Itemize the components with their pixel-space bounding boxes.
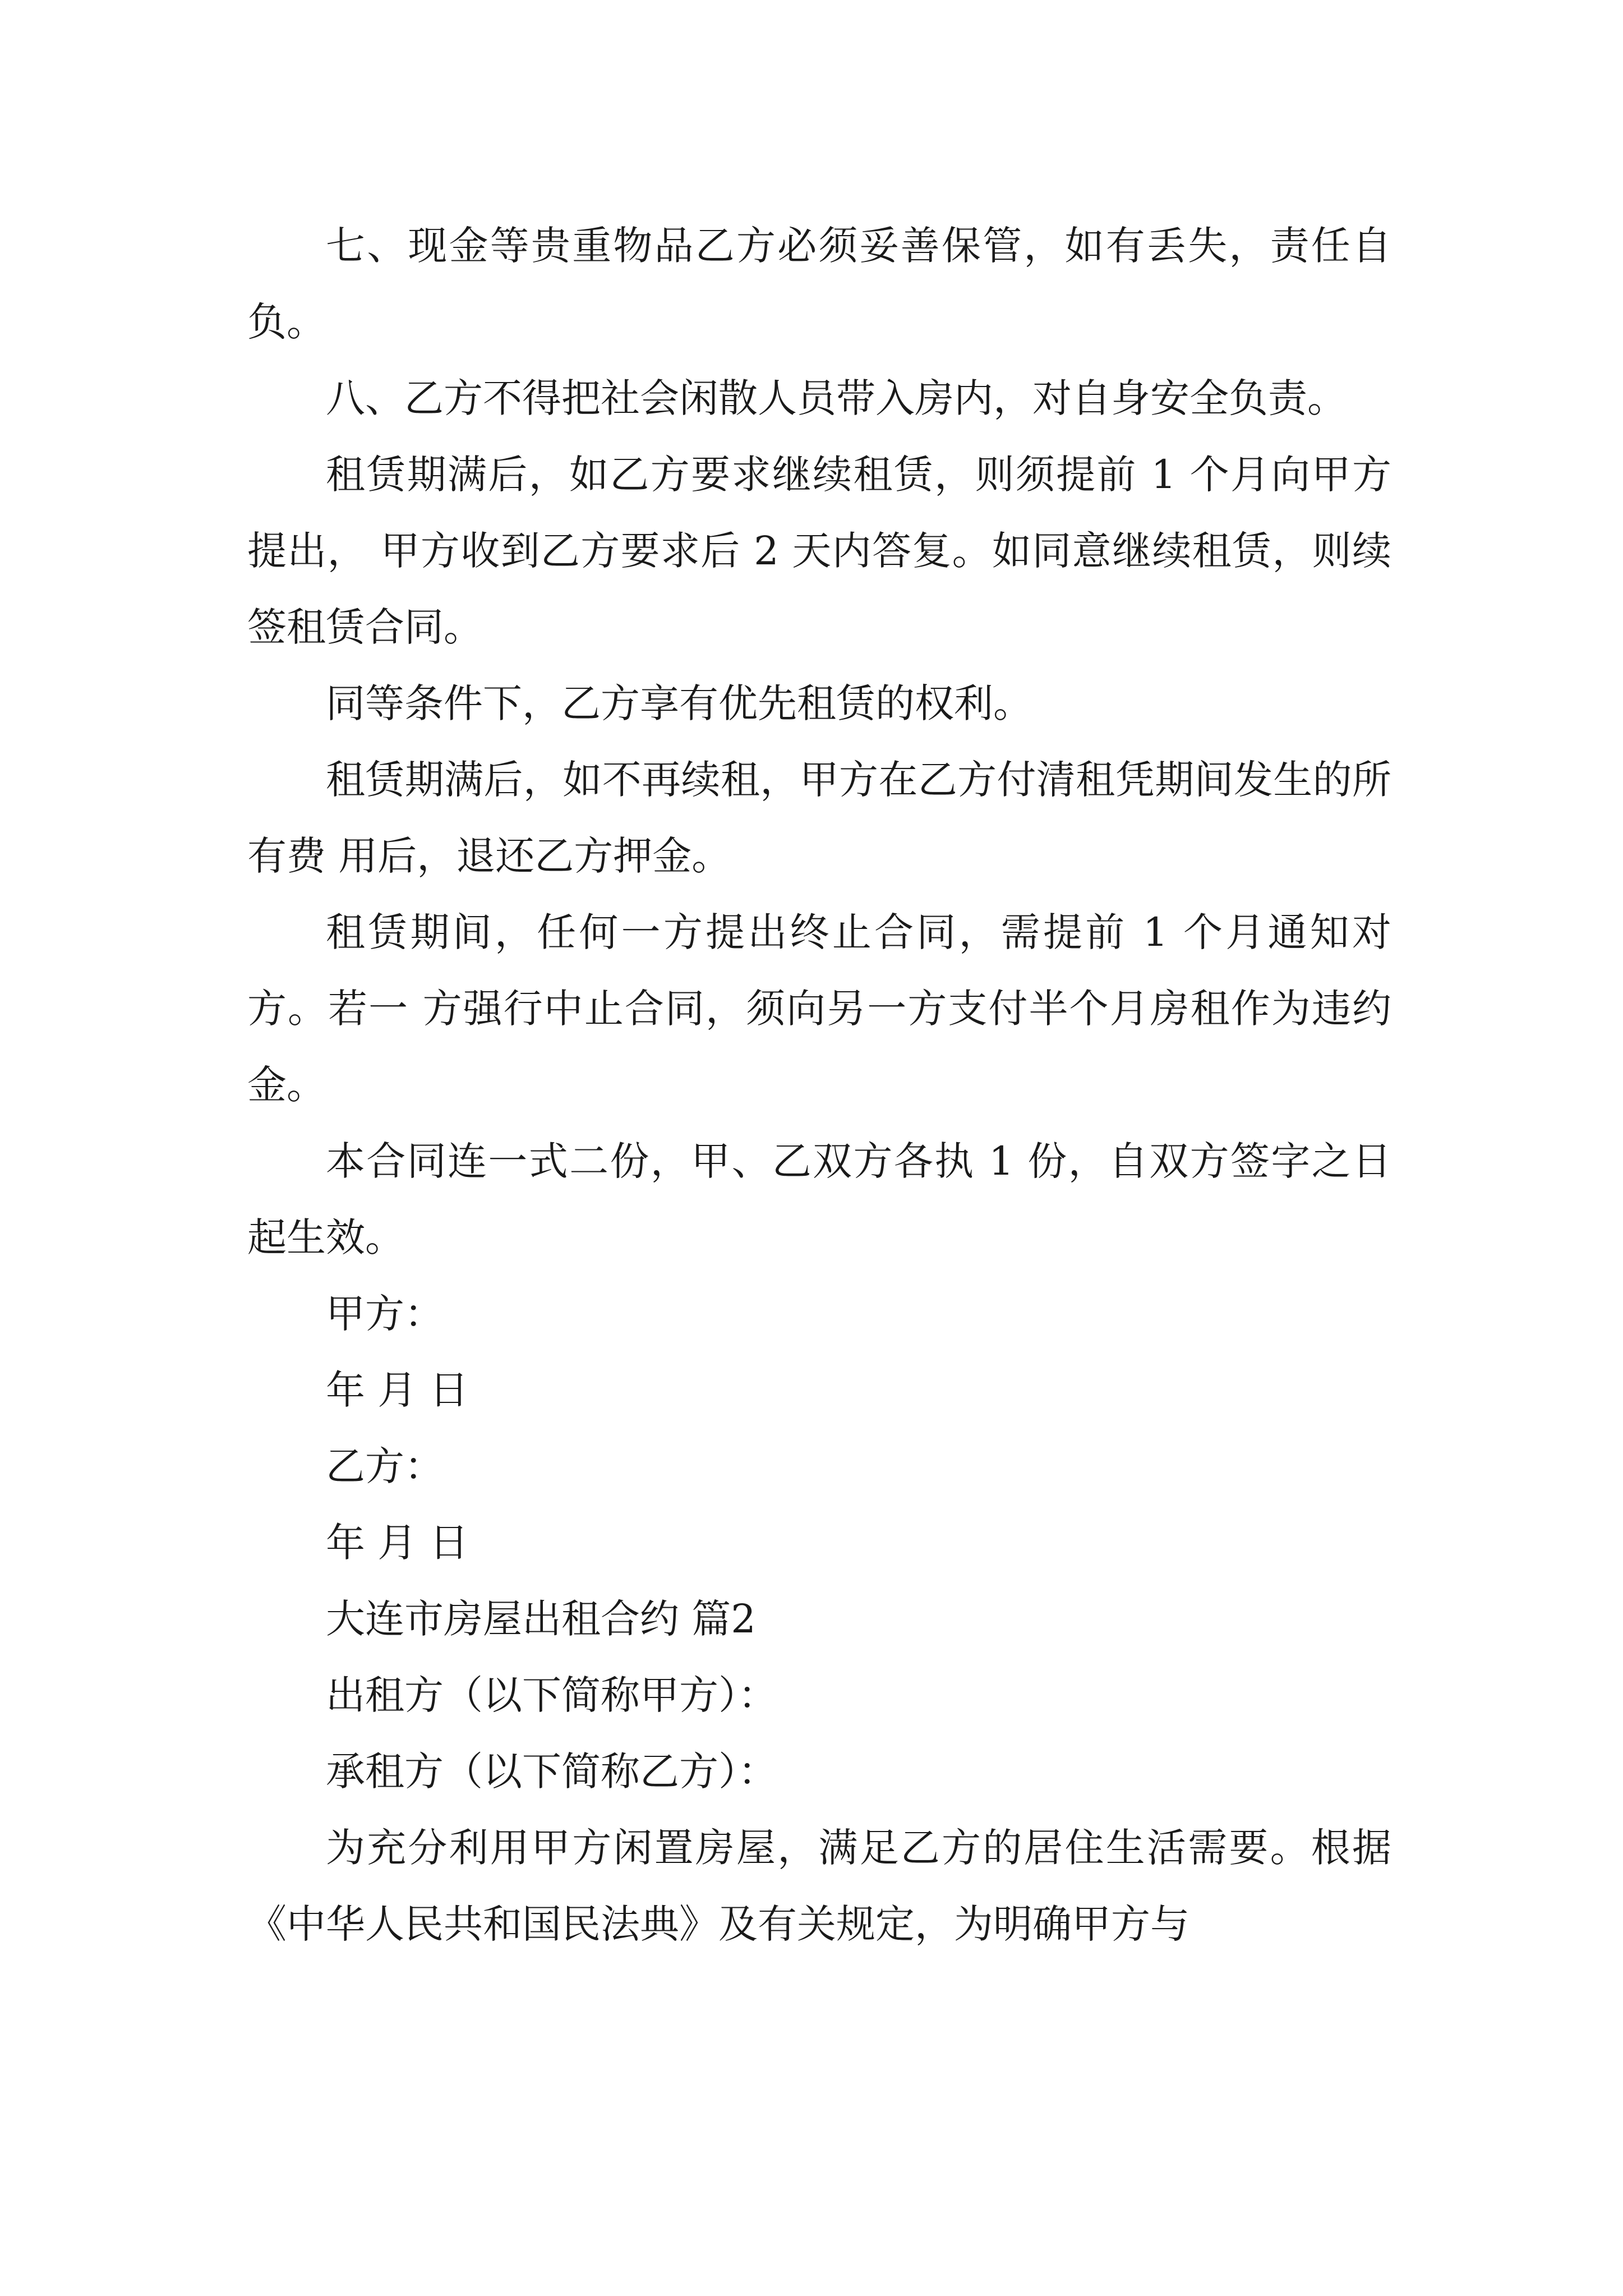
document-body <box>247 208 1391 1962</box>
lessor-line: 出租方（以下简称甲方）： <box>326 1672 777 1718</box>
termination-paragraph: 租赁期间，任何一方提出终止合同，需提前 1 个月通知对方。若一 方强行中止合同，须向另一方支付半个月房租作为违约金。 <box>247 909 1391 1108</box>
party-a-signature-label: 甲方： <box>326 1291 444 1337</box>
clause-8-paragraph: 八、乙方不得把社会闲散人员带入房内，对自身安全负责。 <box>326 375 1347 421</box>
party-a-date: 年 月 日 <box>326 1367 469 1413</box>
intro-paragraph: 为充分利用甲方闲置房屋，满足乙方的居住生活需要。根据《中华人民共和国民法典》及有关规定，为明确甲方与 <box>247 1825 1391 1947</box>
copies-paragraph: 本合同连一式二份，甲、乙双方各执 1 份，自双方签字之日起生效。 <box>247 1138 1391 1260</box>
party-b-date: 年 月 日 <box>326 1520 469 1566</box>
lessee-line: 承租方（以下简称乙方）： <box>326 1749 777 1795</box>
section-title: 大连市房屋出租合约 篇2 <box>326 1596 756 1642</box>
priority-paragraph: 同等条件下，乙方享有优先租赁的权利。 <box>326 680 1032 726</box>
party-b-signature-label: 乙方： <box>326 1443 444 1489</box>
renewal-paragraph: 租赁期满后，如乙方要求继续租赁，则须提前 1 个月向甲方提出， 甲方收到乙方要求后 2 天内答复。如同意继续租赁，则续签租赁合同。 <box>247 452 1391 650</box>
deposit-refund-paragraph: 租赁期满后，如不再续租，甲方在乙方付清租凭期间发生的所有费 用后，退还乙方押金。 <box>247 757 1391 879</box>
clause-7-paragraph: 七、现金等贵重物品乙方必须妥善保管，如有丢失，责任自负。 <box>247 223 1391 345</box>
